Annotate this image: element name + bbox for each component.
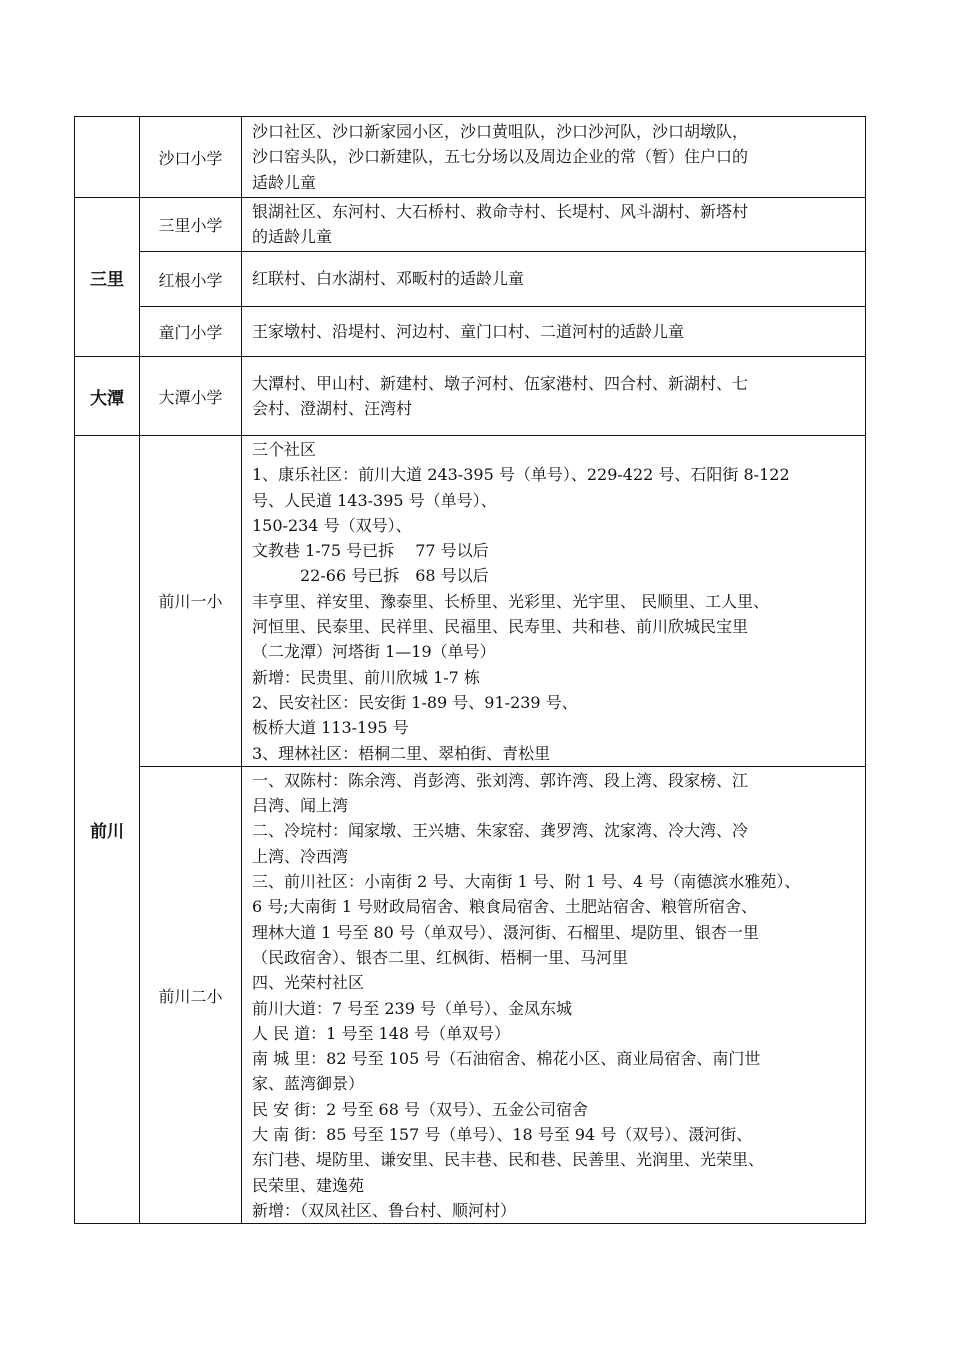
district-area-cell [242,436,866,767]
school-name: 童门小学 [140,307,242,357]
table-row [75,198,866,252]
town-name: 大潭 [75,357,140,436]
area-line: 人 民 道：1 号至 148 号（单双号） [252,1023,511,1043]
area-line: 吕湾、闻上湾 [252,796,349,816]
district-area-cell [242,357,866,436]
school-name: 沙口小学 [140,117,242,198]
school-name: 前川二小 [140,766,242,1223]
area-line: 文教巷 1-75 号已拆 77 号以后 [252,541,489,561]
area-line: 150-234 号（双号）、 [252,515,412,535]
area-line: 银湖社区、东河村、大石桥村、救命寺村、长堤村、风斗湖村、新塔村 [252,202,749,221]
area-line: 2、民安社区：民安街 1-89 号、91-239 号、 [252,692,578,712]
area-line: 三、前川社区：小南街 2 号、大南街 1 号、附 1 号、4 号（南德滨水雅苑）、 [252,872,801,892]
area-line: 会村、澄湖村、汪湾村 [252,399,413,419]
area-line: 新增：（双凤社区、鲁台村、顺河村） [252,1200,517,1220]
area-line: 号、人民道 143-395 号（单号）、 [252,490,497,510]
area-line: 上湾、冷西湾 [252,846,349,866]
district-area-cell [242,307,866,357]
area-line: 南 城 里：82 号至 105 号（石油宿舍、棉花小区、商业局宿舍、南门世 [252,1049,761,1069]
school-name: 前川一小 [140,436,242,767]
area-line: 东门巷、堤防里、谦安里、民丰巷、民和巷、民善里、光润里、光荣里、 [252,1150,765,1170]
school-district-table [74,116,866,1224]
area-line: 的适龄儿童 [252,227,333,247]
area-line: 红联村、白水湖村、邓畈村的适龄儿童 [252,269,525,289]
district-area-cell [242,198,866,252]
school-name: 大潭小学 [140,357,242,436]
town-name: 前川 [75,436,140,1224]
area-line: 二、冷垸村：闻家墩、王兴塘、朱家窑、龚罗湾、沈家湾、冷大湾、冷 [252,821,749,841]
area-line: 民 安 街：2 号至 68 号（双号）、五金公司宿舍 [252,1099,588,1119]
area-line: 大潭村、甲山村、新建村、墩子河村、伍家港村、四合村、新湖村、七 [252,374,749,393]
table-row [75,117,866,198]
table-row [75,766,866,1223]
area-line: 适龄儿童 [252,172,317,192]
district-area-cell [242,766,866,1223]
area-line: （民政宿舍）、银杏二里、红枫街、梧桐一里、马河里 [252,947,629,967]
area-line: 6 号;大南街 1 号财政局宿舍、粮食局宿舍、土肥站宿舍、粮管所宿舍、 [252,897,758,917]
area-line: 一、双陈村：陈余湾、肖彭湾、张刘湾、郭许湾、段上湾、段家榜、江 [252,770,749,790]
area-line: 王家墩村、沿堤村、河边村、童门口村、二道河村的适龄儿童 [252,321,685,341]
district-area-cell [242,252,866,307]
area-line: 河恒里、民泰里、民祥里、民福里、民寿里、共和巷、前川欣城民宝里 [252,617,749,637]
area-line: 三个社区 [252,440,317,459]
area-line: 家、蓝湾御景） [252,1074,365,1094]
area-line: 1、康乐社区：前川大道 243-395 号（单号）、229-422 号、石阳街 8-122 [252,465,790,485]
area-line: 民荣里、建逸苑 [252,1175,365,1195]
area-line: 3、理林社区：梧桐二里、翠柏街、青松里 [252,743,551,763]
area-line: 大 南 街：85 号至 157 号（单号）、18 号至 94 号（双号）、滠河街、 [252,1125,753,1145]
area-line: 丰亨里、祥安里、豫泰里、长桥里、光彩里、光宇里、 民顺里、工人里、 [252,591,770,611]
school-name: 三里小学 [140,198,242,252]
area-line: 沙口窑头队，沙口新建队，五七分场以及周边企业的常（暂）住户口的 [252,147,749,167]
town-cell [75,117,140,198]
district-area-cell [242,117,866,198]
area-line: 新增：民贵里、前川欣城 1-7 栋 [252,667,480,687]
area-line: 理林大道 1 号至 80 号（单双号）、滠河街、石榴里、堤防里、银杏一里 [252,922,759,942]
area-line: （二龙潭）河塔街 1—19（单号） [252,642,496,662]
town-name: 三里 [75,198,140,357]
area-line: 四、光荣村社区 [252,973,365,993]
school-name: 红根小学 [140,252,242,307]
area-line: 板桥大道 113-195 号 [252,718,409,738]
table-row [75,307,866,357]
table-row [75,357,866,436]
table-row [75,436,866,767]
area-line: 沙口社区、沙口新家园小区，沙口黄咀队，沙口沙河队，沙口胡墩队， [252,122,749,141]
area-line: 前川大道：7 号至 239 号（单号）、金凤东城 [252,998,572,1018]
table-row [75,252,866,307]
area-line: 22-66 号已拆 68 号以后 [252,566,489,586]
